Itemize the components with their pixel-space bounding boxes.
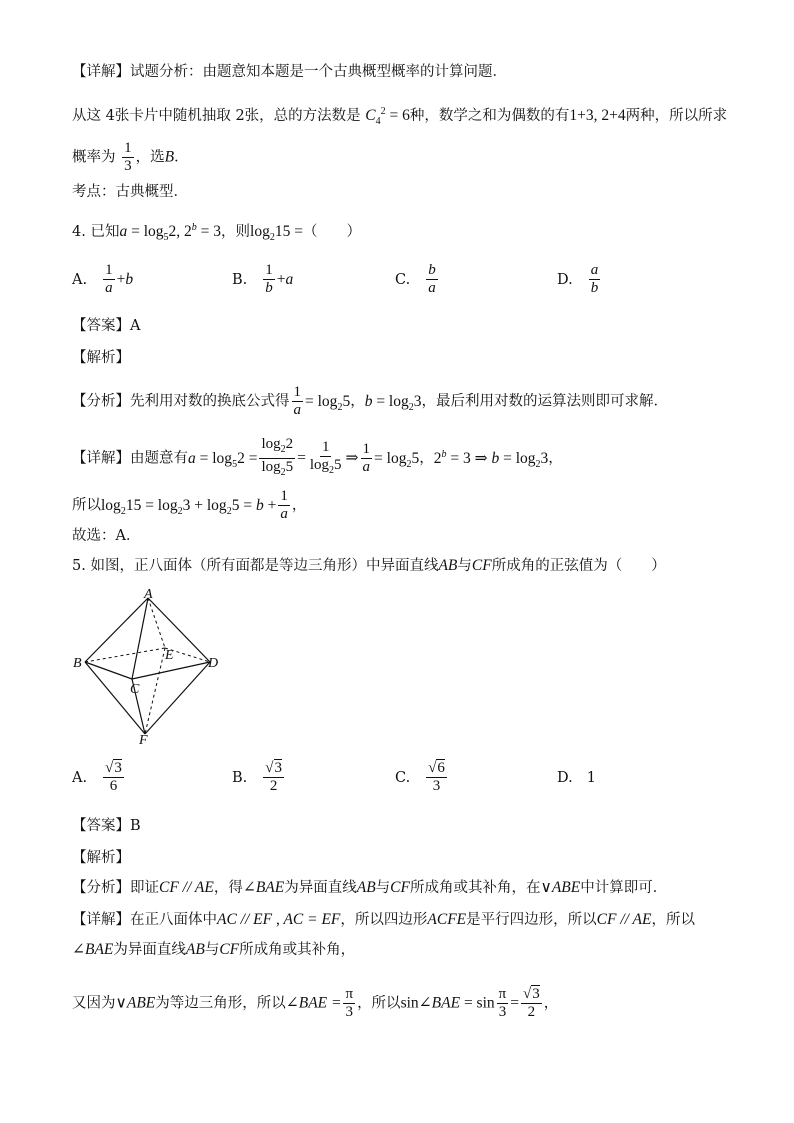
edge-DF xyxy=(145,662,210,734)
even-sum-pairs: 1+3, 2+4 xyxy=(569,107,626,125)
q5-fenxi: 【分析】即证CF // AE，得∠BAE为异面直线AB与CF所成角或其补角，在∨ABE中计算即可． xyxy=(72,879,668,896)
probability-line: 概率为 $\frac{1}{3}$ ，选B． xyxy=(72,140,189,174)
q5-option-c: C. $\frac{√6}{3}$ xyxy=(395,760,445,794)
vertex-label-c: C xyxy=(130,682,140,697)
detail-tag: 【详解】 xyxy=(72,64,130,80)
vertex-label-a: A xyxy=(144,587,153,602)
q5-option-d: D. 1 xyxy=(557,770,596,786)
edge-CD xyxy=(132,662,210,679)
q4-option-a: A. $\frac{1}{a}$ +b xyxy=(72,262,134,296)
vertex-label-b: B xyxy=(73,656,82,671)
vertex-label-d: D xyxy=(208,656,219,671)
q5-detail-3: 又因为∨ABE为等边三角形，所以∠BAE = $\frac{\pi}{3}$ ，所以sin∠BAE = sin $\frac{\pi}{3}$ = $\frac{√3}{2}$ ， xyxy=(72,986,559,1020)
combination-formula: C xyxy=(365,107,376,125)
q4-jiexi: 【解析】 xyxy=(72,350,130,366)
combination-line: 从这 4张卡片中随机抽取 2张，总的方法数是 $C_4^2 = 6$种，数学之和为偶数的有1+3, 2+4两种，所以所求 xyxy=(72,106,728,128)
vertex-label-f: F xyxy=(139,733,148,746)
q4-option-d: D. $\frac{a}{b}$ xyxy=(557,262,599,296)
q5-jiexi: 【解析】 xyxy=(72,850,130,866)
q4-fenxi: 【分析】先利用对数的换底公式得 $\frac{1}{a}$ = $\log_25$，$b = \log_23$，最后利用对数的运算法则即可求解． xyxy=(72,384,668,418)
detail-line-1 xyxy=(72,62,507,82)
q4-detail: 【详解】由题意有$a = \log_52$ = $\frac{\log_22}{\log_25}$ = $\frac{1}{\log_25}$ ⇒ $\frac{1}{a}$ = $\log_25$，$2^b = 3$ ⇒ $b = \log_23$， xyxy=(72,436,563,478)
question-5-stem: 5. 如图，正八面体（所有面都是等边三角形）中异面直线AB与CF所成角的正弦值为（ ） xyxy=(72,557,666,574)
q5-detail-2: ∠BAE为异面直线AB与CF所成角或其补角， xyxy=(72,941,356,958)
q4-guxuan: 故选：A． xyxy=(72,528,141,544)
vertex-label-e: E xyxy=(165,648,174,663)
q5-option-a: A. $\frac{√3}{6}$ xyxy=(72,760,122,794)
octahedron-figure xyxy=(72,586,232,746)
q4-conclusion: 所以$\log_215 = \log_23 + \log_25 = b$ + $\frac{1}{a}$ ， xyxy=(72,488,307,522)
q5-detail-1: 【详解】在正八面体中AC // EF , AC = EF，所以四边形ACFE是平行四边形，所以CF // AE，所以 xyxy=(72,911,695,928)
detail-text: 试题分析：由题意知本题是一个古典概型概率的计算问题． xyxy=(130,64,507,80)
edge-AE xyxy=(148,598,165,648)
q4-option-b: B. $\frac{1}{b}$ +a xyxy=(232,262,294,296)
probability-fraction: $\frac{1}{3}$ xyxy=(124,140,132,174)
question-4-stem: 4. 已知$a = \log_52$, $2^b = 3$，则$\log_215$ =（ ） xyxy=(72,222,361,244)
q5-option-b: B. $\frac{√3}{2}$ xyxy=(232,760,282,794)
q5-answer: 【答案】B xyxy=(72,818,141,834)
kaodian-line: 考点：古典概型． xyxy=(72,184,188,200)
edge-EF xyxy=(145,648,165,734)
q4-answer: 【答案】A xyxy=(72,318,141,334)
q4-option-c: C. $\frac{b}{a}$ xyxy=(395,262,436,296)
edge-AC xyxy=(132,598,148,679)
